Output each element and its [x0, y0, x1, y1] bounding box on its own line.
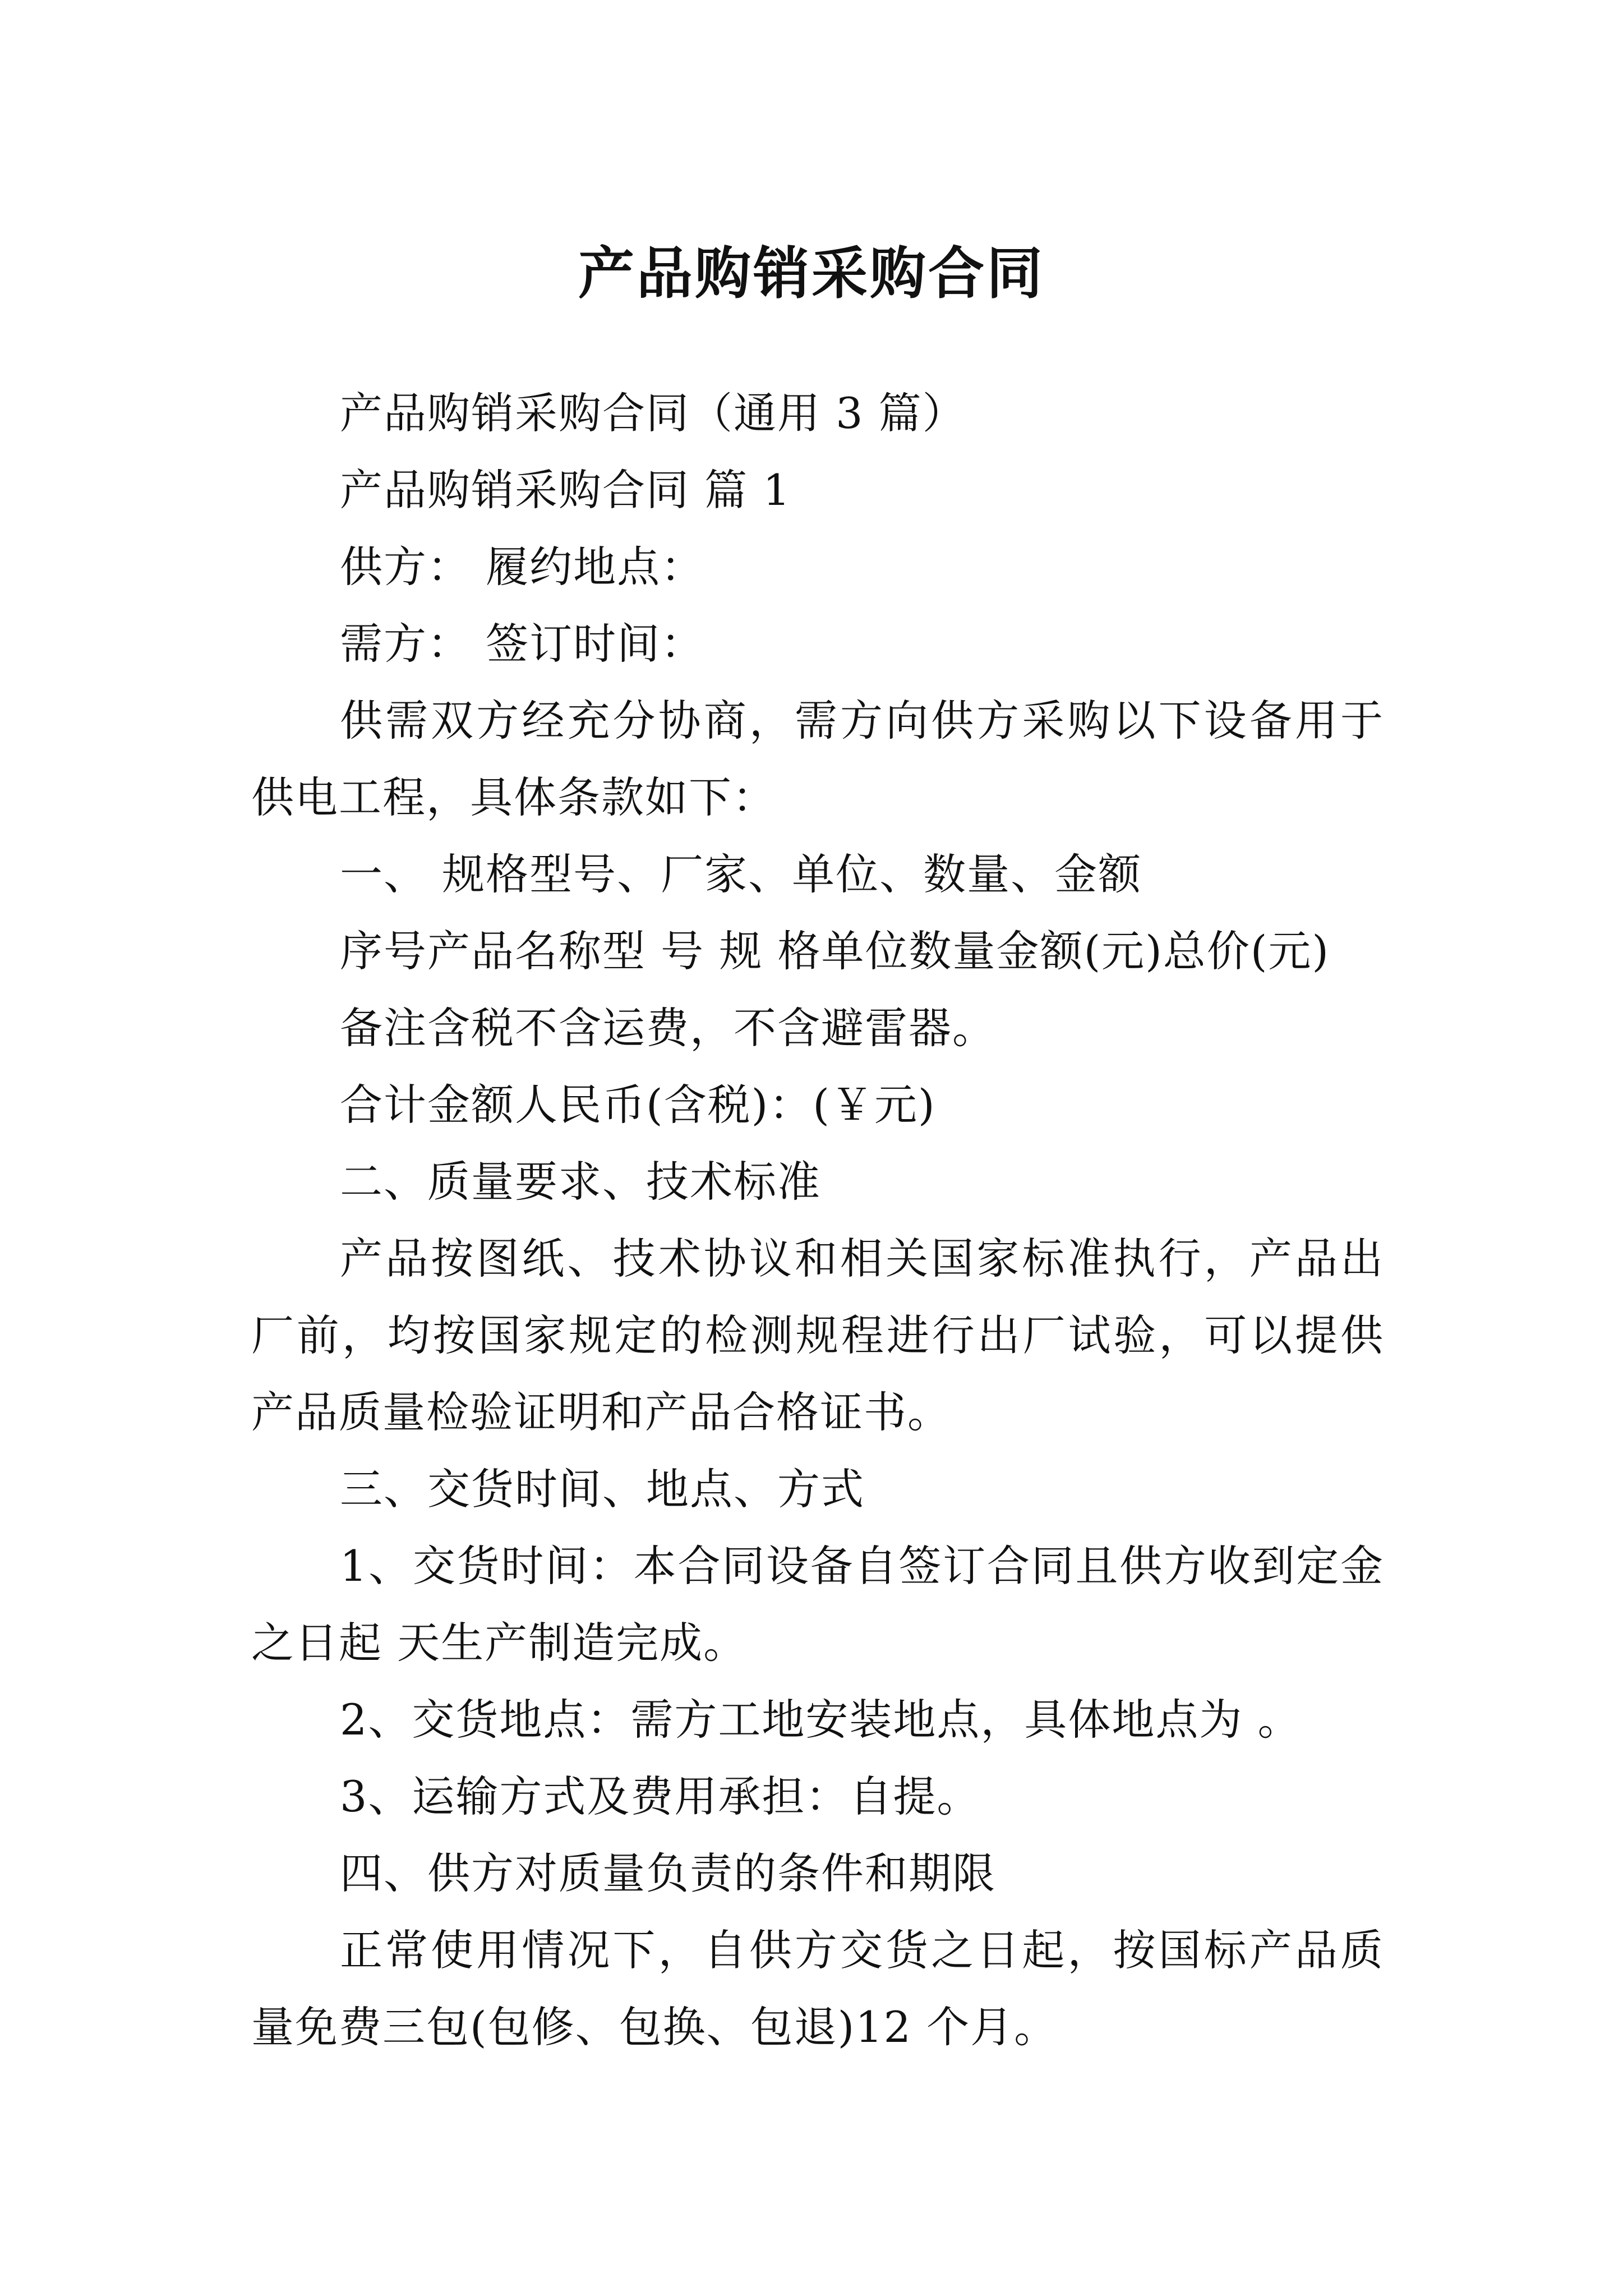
- paragraph-buyer: 需方： 签订时间：: [340, 619, 705, 669]
- paragraph-warranty: 正常使用情况下，自供方交货之日起，按国标产品质量免费三包(包修、包换、包退)12 个月。: [251, 1925, 1384, 2052]
- paragraph-subtitle: 产品购销采购合同（通用 3 篇）: [340, 388, 966, 438]
- paragraph-clause-4-heading: 四、供方对质量负责的条件和期限: [340, 1848, 996, 1898]
- paragraph-quality-standard: 产品按图纸、技术协议和相关国家标准执行，产品出厂前，均按国家规定的检测规程进行出厂试验，可以提供产品质量检验证明和产品合格证书。: [251, 1234, 1384, 1437]
- paragraph-total-amount: 合计金额人民币(含税)：(￥元): [340, 1080, 936, 1130]
- paragraph-intro: 供需双方经充分协商，需方向供方采购以下设备用于供电工程，具体条款如下：: [251, 696, 1384, 822]
- paragraph-clause-3-heading: 三、交货时间、地点、方式: [340, 1464, 865, 1514]
- paragraph-delivery-place: 2、交货地点：需方工地安装地点，具体地点为 。: [340, 1695, 1302, 1745]
- paragraph-clause-1-heading: 一、 规格型号、厂家、单位、数量、金额: [340, 849, 1142, 899]
- paragraph-transport: 3、运输方式及费用承担：自提。: [340, 1772, 981, 1821]
- paragraph-section-heading: 产品购销采购合同 篇 1: [340, 465, 791, 515]
- paragraph-supplier: 供方： 履约地点：: [340, 542, 705, 592]
- document-title: 产品购销采购合同: [578, 240, 1045, 306]
- document-body: [251, 375, 1384, 2065]
- paragraph-delivery-time: 1、交货时间：本合同设备自签订合同且供方收到定金之日起 天生产制造完成。: [251, 1541, 1384, 1668]
- paragraph-remark: 备注含税不含运费，不含避雷器。: [340, 1003, 996, 1053]
- paragraph-clause-2-heading: 二、质量要求、技术标准: [340, 1157, 821, 1207]
- paragraph-table-header: 序号产品名称型 号 规 格单位数量金额(元)总价(元): [340, 926, 1330, 976]
